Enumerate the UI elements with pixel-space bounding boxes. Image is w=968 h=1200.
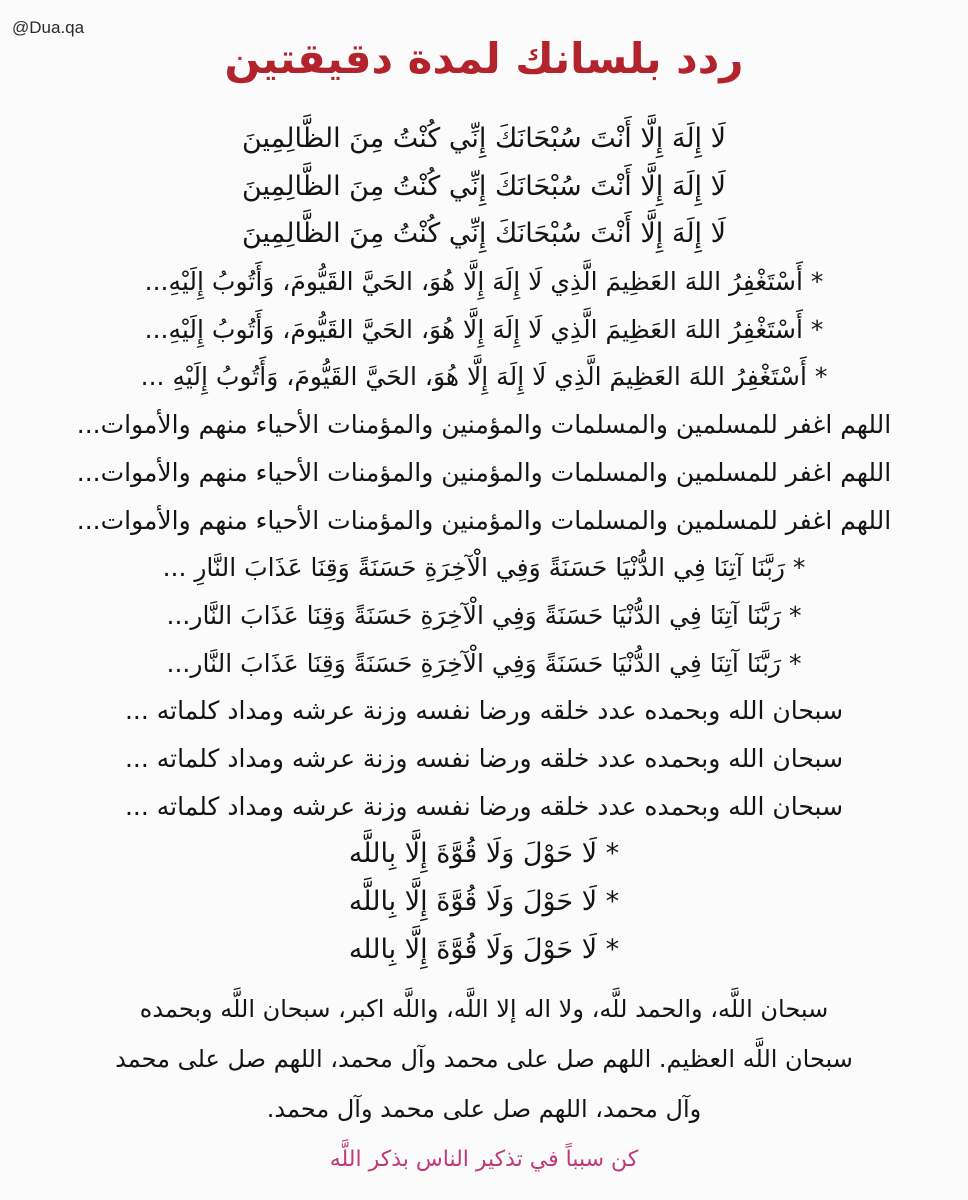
footer-note: كن سبباً في تذكير الناس بذكر اللَّه xyxy=(329,1147,639,1172)
dhikr-line: * رَبَّنَا آتِنَا فِي الدُّنْيَا حَسَنَةً وَفِي الْآخِرَةِ حَسَنَةً وَقِنَا عَذَابَ النَّار... xyxy=(166,600,802,630)
dhikr-line: اللهم اغفر للمسلمين والمسلمات والمؤمنين والمؤمنات الأحياء منهم والأموات... xyxy=(76,457,892,487)
dhikr-line: * أَسْتَغْفِرُ اللهَ العَظِيمَ الَّذِي لَا إِلَهَ إِلَّا هُوَ، الحَيَّ القَيُّومَ، وَأَتُوبُ إِلَيْهِ ... xyxy=(140,362,828,392)
dhikr-line: سبحان الله وبحمده عدد خلقه ورضا نفسه وزنة عرشه ومداد كلماته ... xyxy=(124,743,844,773)
dhikr-line: اللهم اغفر للمسلمين والمسلمات والمؤمنين والمؤمنات الأحياء منهم والأموات... xyxy=(76,410,892,440)
dhikr-lines xyxy=(60,115,908,973)
watermark: @Dua.qa xyxy=(12,18,85,37)
dhikr-line: * أَسْتَغْفِرُ اللهَ العَظِيمَ الَّذِي لَا إِلَهَ إِلَّا هُوَ، الحَيَّ القَيُّومَ، وَأَتُوبُ إِلَيْهِ... xyxy=(144,314,824,344)
closing-paragraph xyxy=(92,984,876,1134)
paragraph-line: وآل محمد، اللهم صل على محمد وآل محمد. xyxy=(266,1095,702,1123)
dhikr-line: * رَبَّنَا آتِنَا فِي الدُّنْيَا حَسَنَةً وَفِي الْآخِرَةِ حَسَنَةً وَقِنَا عَذَابَ النَّارِ ... xyxy=(162,553,806,583)
dhikr-line: لَا إِلَهَ إِلَّا أَنْتَ سُبْحَانَكَ إِنِّي كُنْتُ مِنَ الظَّالِمِينَ xyxy=(241,123,727,154)
dhikr-line: * لَا حَوْلَ وَلَا قُوَّةَ إِلَّا بِاللَّه xyxy=(348,838,620,870)
dhikr-line: لَا إِلَهَ إِلَّا أَنْتَ سُبْحَانَكَ إِنِّي كُنْتُ مِنَ الظَّالِمِينَ xyxy=(241,170,727,202)
paragraph-line: سبحان اللَّه العظيم. اللهم صل على محمد وآل محمد، اللهم صل على محمد xyxy=(115,1045,853,1073)
page-title: ردد بلسانك لمدة دقيقتين xyxy=(224,34,744,83)
dhikr-line: سبحان الله وبحمده عدد خلقه ورضا نفسه وزنة عرشه ومداد كلماته ... xyxy=(124,696,844,726)
dhikr-line: لَا إِلَهَ إِلَّا أَنْتَ سُبْحَانَكَ إِنِّي كُنْتُ مِنَ الظَّالِمِينَ xyxy=(241,218,727,250)
dhikr-line: * لَا حَوْلَ وَلَا قُوَّةَ إِلَّا بِاللَّه xyxy=(348,886,620,917)
dhikr-line: * أَسْتَغْفِرُ اللهَ العَظِيمَ الَّذِي لَا إِلَهَ إِلَّا هُوَ، الحَيَّ القَيُّومَ، وَأَتُوبُ إِلَيْهِ... xyxy=(144,267,824,297)
dhikr-line: * لَا حَوْلَ وَلَا قُوَّةَ إِلَّا بِالله xyxy=(348,933,620,965)
dhikr-line: * رَبَّنَا آتِنَا فِي الدُّنْيَا حَسَنَةً وَفِي الْآخِرَةِ حَسَنَةً وَقِنَا عَذَابَ النَّار... xyxy=(166,648,802,678)
dhikr-line: اللهم اغفر للمسلمين والمسلمات والمؤمنين والمؤمنات الأحياء منهم والأموات... xyxy=(76,505,892,535)
dhikr-line: سبحان الله وبحمده عدد خلقه ورضا نفسه وزنة عرشه ومداد كلماته ... xyxy=(124,791,844,821)
paragraph-line: سبحان اللَّه، والحمد للَّه، ولا اله إلا اللَّه، واللَّه اكبر، سبحان اللَّه وبحمده xyxy=(139,995,829,1023)
